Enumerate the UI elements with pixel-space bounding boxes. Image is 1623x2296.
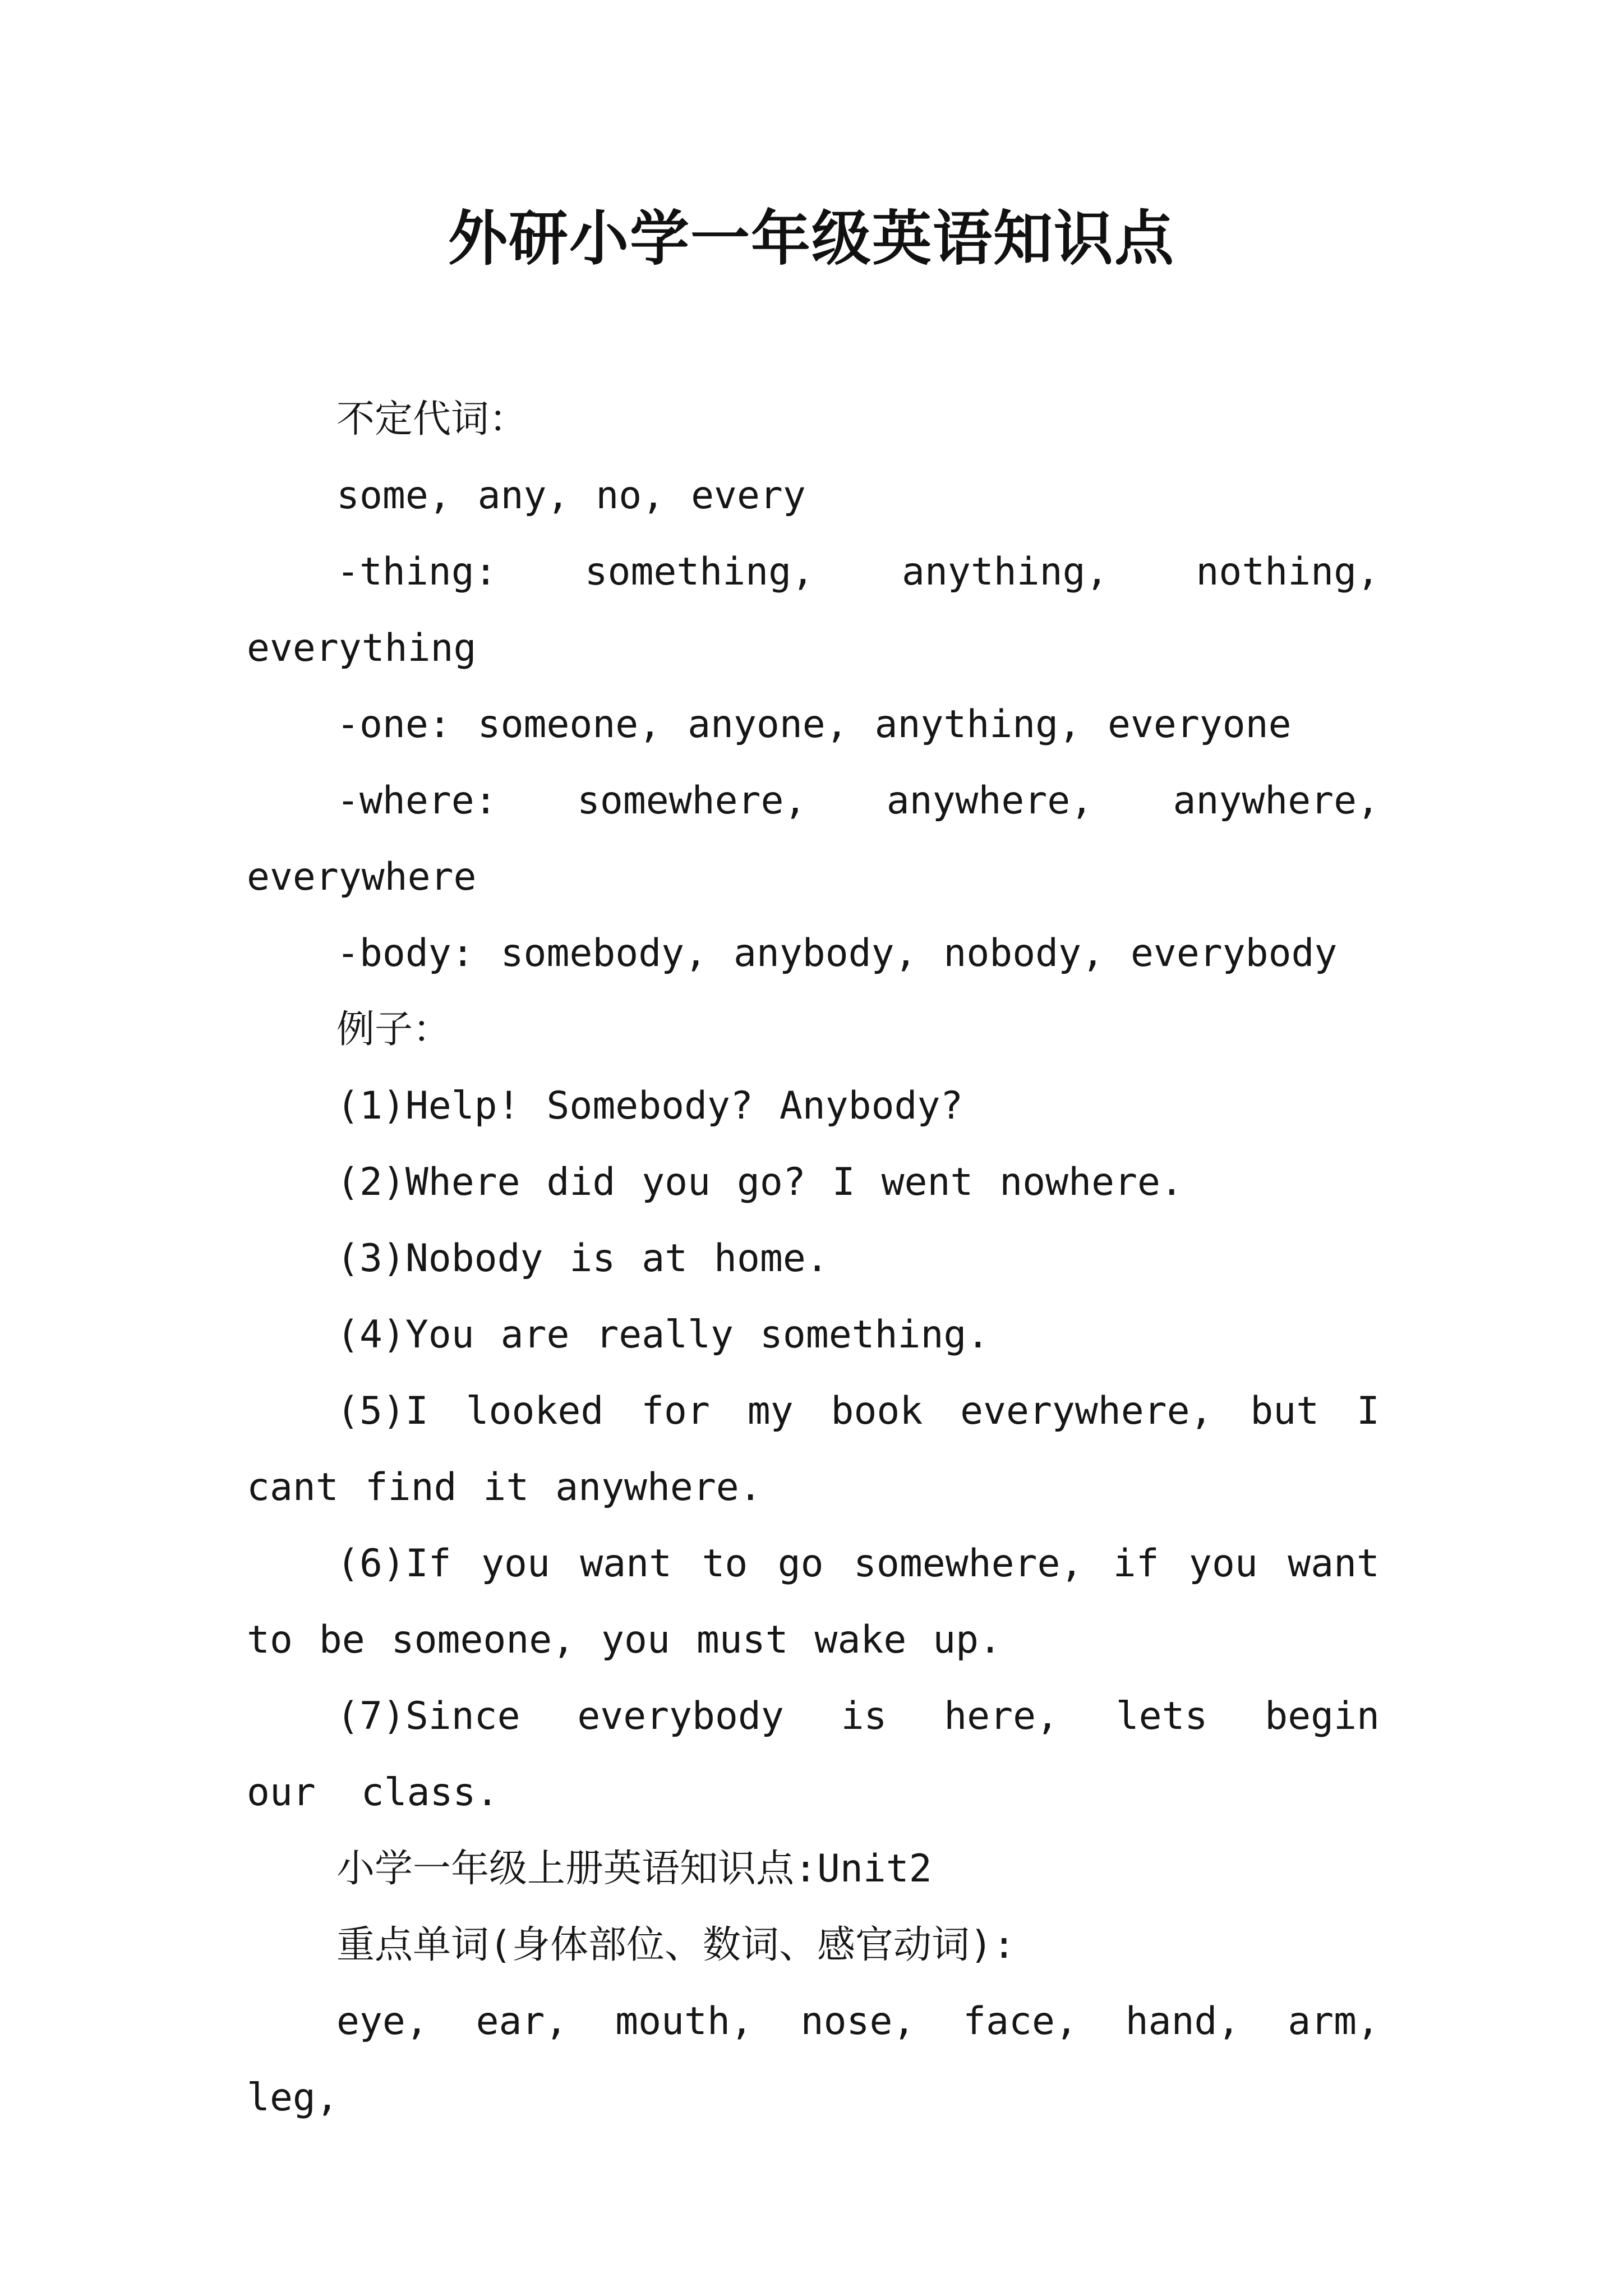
paragraph-key-words-heading: 重点单词(身体部位、数词、感官动词): [336, 1923, 1016, 1967]
document-body [247, 381, 1380, 2136]
paragraph-example-1: (1)Help! Somebody? Anybody? [336, 1084, 963, 1128]
paragraph-example-4: (4)You are really something. [336, 1313, 990, 1357]
paragraph-example-7: (7)Since everybody is here, lets begin our class. [247, 1694, 1380, 1815]
paragraph-unit2-heading: 小学一年级上册英语知识点:Unit2 [336, 1847, 932, 1891]
paragraph-indefinite-pronouns-heading: 不定代词： [336, 397, 528, 441]
paragraph-body-parts-list: eye, ear, mouth, nose, face, hand, arm, leg, [247, 1999, 1380, 2120]
paragraph-example-2: (2)Where did you go? I went nowhere. [336, 1160, 1183, 1204]
paragraph-where-forms: -where: somewhere, anywhere, anywhere, everywhere [247, 779, 1380, 899]
paragraph-thing-forms: -thing: something, anything, nothing, everything [247, 550, 1380, 670]
paragraph-example-6: (6)If you want to go somewhere, if you want to be someone, you must wake up. [247, 1542, 1380, 1662]
document-title: 外研小学一年级英语知识点 [448, 203, 1175, 273]
paragraph-body-forms: -body: somebody, anybody, nobody, everybody [336, 931, 1338, 976]
paragraph-example-3: (3)Nobody is at home. [336, 1236, 829, 1281]
paragraph-examples-heading: 例子： [336, 1007, 451, 1052]
paragraph-example-5: (5)I looked for my book everywhere, but I cant find it anywhere. [247, 1389, 1380, 1510]
paragraph-pronoun-list: some, any, no, every [336, 473, 806, 518]
paragraph-one-forms: -one: someone, anyone, anything, everyone [336, 702, 1292, 747]
